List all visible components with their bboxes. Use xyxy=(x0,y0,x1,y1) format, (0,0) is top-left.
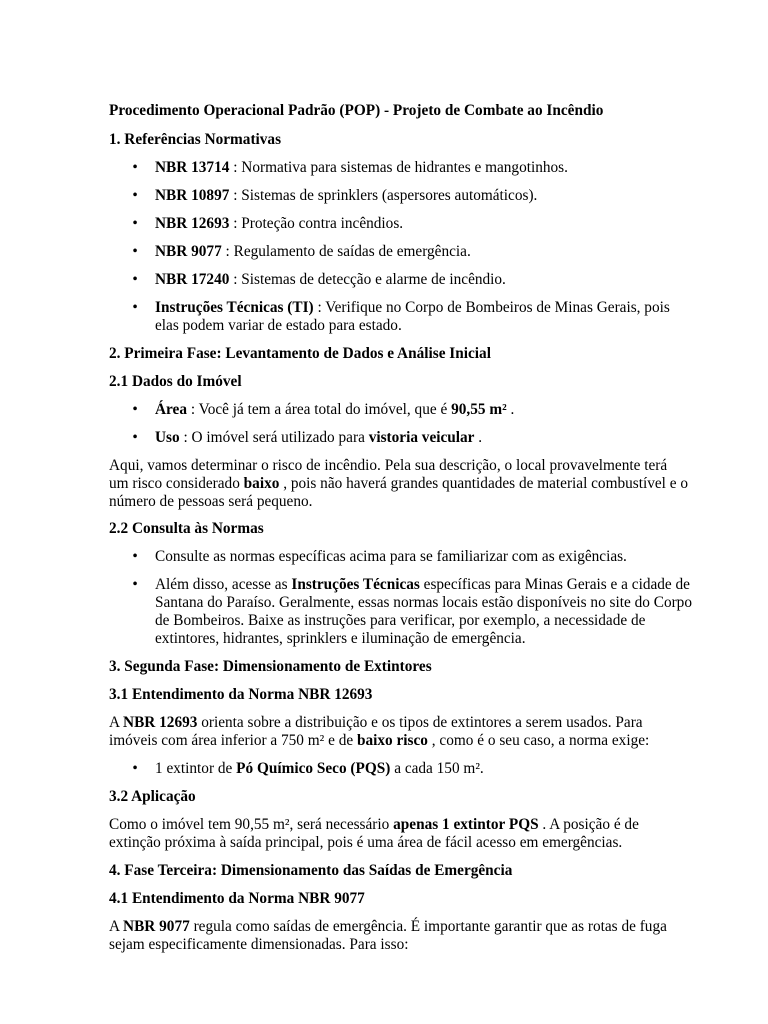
bullet-icon: • xyxy=(132,187,138,204)
list-item-nbr-12693: NBR 12693 : Proteção contra incêndios. xyxy=(155,215,404,232)
bullet-icon: • xyxy=(132,215,138,232)
bullet-icon: • xyxy=(132,271,138,288)
list-item-nbr-13714: NBR 13714 : Normativa para sistemas de hidrantes e mangotinhos. xyxy=(155,159,568,176)
bullet-icon: • xyxy=(132,401,138,418)
bullet-icon: • xyxy=(132,429,138,446)
aplicacao-paragraph: Como o imóvel tem 90,55 m², será necessário apenas 1 extintor PQS . A posição é de extinção próxima à saída principal, pois é uma área de fácil acesso em emergências. xyxy=(109,816,639,851)
bullet-icon: • xyxy=(132,299,138,316)
list-item-instrucoes-tecnicas: Instruções Técnicas (TI) : Verifique no Corpo de Bombeiros de Minas Gerais, pois elas podem variar de estado para estado. xyxy=(155,299,670,334)
list-item-extintor-pqs: 1 extintor de Pó Químico Seco (PQS) a cada 150 m². xyxy=(155,760,484,777)
bullet-icon: • xyxy=(132,760,138,777)
nbr-12693-paragraph: A NBR 12693 orienta sobre a distribuição e os tipos de extintores a serem usados. Para imóveis com área inferior a 750 m² e de baixo risco , como é o seu caso, a norma exige: xyxy=(109,714,650,749)
bullet-icon: • xyxy=(132,243,138,260)
section-1-heading: 1. Referências Normativas xyxy=(109,131,282,148)
section-4-heading: 4. Fase Terceira: Dimensionamento das Saídas de Emergência xyxy=(109,862,513,879)
subsection-3-1-heading: 3.1 Entendimento da Norma NBR 12693 xyxy=(109,686,373,703)
list-item-uso: Uso : O imóvel será utilizado para vistoria veicular . xyxy=(155,429,483,446)
subsection-2-2-heading: 2.2 Consulta às Normas xyxy=(109,520,264,537)
bullet-icon: • xyxy=(132,159,138,176)
list-item-nbr-9077: NBR 9077 : Regulamento de saídas de emergência. xyxy=(155,243,471,260)
list-item-consulte-normas: Consulte as normas específicas acima para se familiarizar com as exigências. xyxy=(155,548,627,565)
section-3-heading: 3. Segunda Fase: Dimensionamento de Extintores xyxy=(109,658,432,675)
subsection-2-1-heading: 2.1 Dados do Imóvel xyxy=(109,373,242,390)
list-item-nbr-17240: NBR 17240 : Sistemas de detecção e alarme de incêndio. xyxy=(155,271,506,288)
subsection-3-2-heading: 3.2 Aplicação xyxy=(109,788,196,805)
list-item-instrucoes-mg: Além disso, acesse as Instruções Técnicas específicas para Minas Gerais e a cidade de Santana do Paraíso. Geralmente, essas normas locais estão disponíveis no site do Corpo de Bombeiros. Baixe as instruções para verificar, por exemplo, a necessidade de extintores, hidrantes, sprinklers e iluminação de emergência. xyxy=(155,576,692,647)
list-item-nbr-10897: NBR 10897 : Sistemas de sprinklers (aspersores automáticos). xyxy=(155,187,538,204)
risk-paragraph: Aqui, vamos determinar o risco de incêndio. Pela sua descrição, o local provavelmente terá um risco considerado baixo , pois não haverá grandes quantidades de material combustível e o número de pessoas será pequeno. xyxy=(109,457,689,510)
bullet-icon: • xyxy=(132,548,138,565)
bullet-icon: • xyxy=(132,576,138,593)
document-title: Procedimento Operacional Padrão (POP) - Projeto de Combate ao Incêndio xyxy=(109,102,604,119)
list-item-area: Área : Você já tem a área total do imóvel, que é 90,55 m² . xyxy=(155,401,515,418)
nbr-9077-paragraph: A NBR 9077 regula como saídas de emergência. É importante garantir que as rotas de fuga sejam especificamente dimensionadas. Para isso: xyxy=(109,918,667,953)
section-2-heading: 2. Primeira Fase: Levantamento de Dados e Análise Inicial xyxy=(109,345,491,362)
subsection-4-1-heading: 4.1 Entendimento da Norma NBR 9077 xyxy=(109,890,365,907)
